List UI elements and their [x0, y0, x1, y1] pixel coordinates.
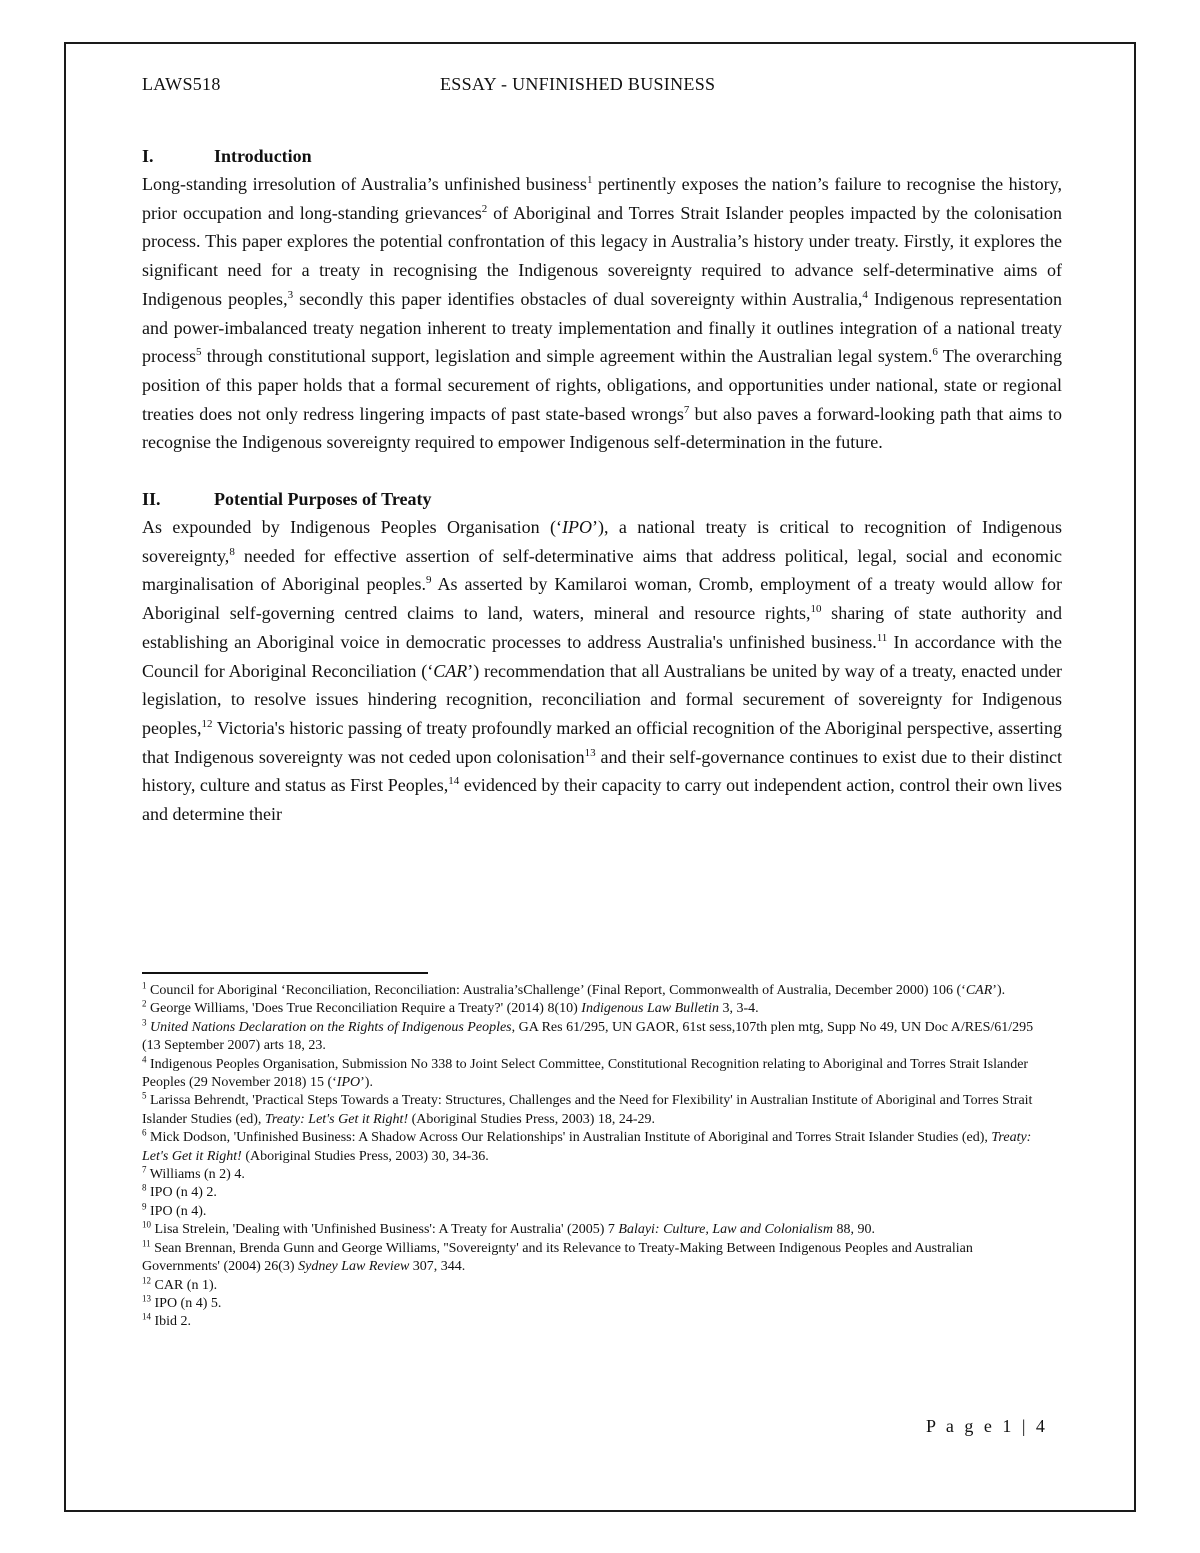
text-run: Council for Aboriginal ‘Reconciliation, Reconciliation: Australia’sChallenge’ (Final Report, Commonwealth of Australia, December 2000) 106 (‘	[146, 983, 966, 998]
text-run: IPO (n 4) 2.	[146, 1185, 217, 1201]
italic-text: Treaty: Let's Get it Right!	[264, 1111, 409, 1127]
text-run: Long-standing irresolution of Australia’s unfinished business	[142, 174, 587, 194]
course-code: LAWS518	[142, 74, 221, 94]
text-run: needed for effective assertion of self-determinative aims that address political, legal, social and economic marginalisation of Aboriginal peoples.	[142, 545, 1062, 595]
footnote-number: 1	[142, 980, 147, 991]
text-run: (Aboriginal Studies Press, 2003) 18, 24-29.	[408, 1111, 656, 1127]
text-run: As expounded by Indigenous Peoples Organisation (‘	[142, 517, 563, 538]
section-number: I.	[142, 146, 154, 166]
italic-text: Balayi: Culture, Law and Colonialism	[618, 1222, 833, 1238]
text-run: Indigenous representation and power-imbalanced treaty negation inherent to treaty implementation and finally it outlines integration of a national treaty process	[142, 288, 1062, 367]
text-run: Williams (n 2) 4.	[146, 1167, 245, 1183]
purposes-paragraph	[142, 513, 1062, 829]
section-title: Introduction	[214, 146, 312, 166]
text-run: In accordance with the Council for Aboriginal Reconciliation (‘	[142, 631, 1062, 681]
italic-text: Indigenous Law Bulletin	[581, 1001, 719, 1017]
footnote-ref: 10	[810, 603, 822, 616]
text-run: Sean Brennan, Brenda Gunn and George Williams, ''Sovereignty' and its Relevance to Treaty-Making Between Indigenous Peoples and Australian Governments' (2004) 26(3)	[142, 1240, 973, 1275]
section-number: II.	[142, 489, 161, 510]
text-run: ’).	[992, 983, 1006, 998]
footnote-ref: 8	[229, 545, 235, 558]
footnote-item	[142, 1313, 1052, 1331]
text-run: Indigenous Peoples Organisation, Submission No 338 to Joint Select Committee, Constitutional Recognition relating to Aboriginal and Torres Strait Islander Peoples (29 November 2018) 15 (‘	[142, 1056, 1029, 1091]
footnote-item	[142, 1184, 1052, 1202]
footnote-ref: 1	[586, 174, 593, 186]
text-run: Mick Dodson, 'Unfinished Business: A Shadow Across Our Relationships' in Australian Institute of Aboriginal and Torres Strait Islander Studies (ed),	[146, 1130, 992, 1146]
footnote-ref: 14	[448, 775, 460, 788]
footnote-number: 6	[142, 1127, 147, 1138]
text-run: Lisa Strelein, 'Dealing with 'Unfinished Business': A Treaty for Australia' (2005) 7	[151, 1222, 619, 1238]
text-run: 307, 344.	[409, 1259, 466, 1275]
section-title: Potential Purposes of Treaty	[214, 489, 432, 510]
text-run: CAR (n 1).	[151, 1277, 218, 1293]
text-run: 88, 90.	[832, 1222, 875, 1238]
section-heading-purposes	[142, 485, 1062, 513]
footnote-ref: 12	[201, 717, 213, 730]
text-run: and their self-governance continues to exist due to their distinct history, culture and status as First Peoples,	[142, 746, 1062, 796]
footnote-ref: 13	[584, 746, 596, 759]
italic-text: United Nations Declaration on the Rights of Indigenous Peoples	[150, 1019, 512, 1035]
text-run: secondly this paper identifies obstacles of dual sovereignty within Australia,	[293, 288, 863, 309]
text-run: pertinently exposes the nation’s failure to recognise the history, prior occupation and long-standing grievances	[142, 174, 1063, 223]
footnote-number: 2	[142, 998, 147, 1009]
document-page	[64, 42, 1136, 1512]
italic-text: IPO	[336, 1075, 361, 1091]
italic-text: IPO	[562, 517, 593, 538]
italic-text: Sydney Law Review	[298, 1259, 410, 1275]
footnote-number: 5	[142, 1090, 147, 1101]
text-run: sharing of state authority and establishing an Aboriginal voice in democratic processes to address Australia's unfinished business.	[142, 603, 1062, 652]
footnote-item	[142, 1053, 1052, 1093]
footnote-item	[142, 982, 1052, 1000]
footnote-ref: 2	[481, 202, 488, 215]
footnote-item	[142, 1000, 1052, 1018]
text-run: Ibid 2.	[151, 1314, 192, 1330]
italic-text: CAR	[433, 660, 468, 681]
introduction-paragraph	[142, 170, 1062, 457]
footnote-number: 3	[142, 1017, 147, 1028]
text-run: ’), a national treaty is critical to recognition of Indigenous sovereignty,	[142, 517, 1062, 566]
footnote-ref: 3	[287, 288, 294, 301]
footnotes	[142, 982, 1052, 1332]
text-run: George Williams, 'Does True Reconciliation Require a Treaty?' (2014) 8(10)	[146, 1001, 582, 1017]
footnote-ref: 7	[683, 403, 690, 416]
footnote-number: 9	[142, 1201, 147, 1212]
text-run: As asserted by Kamilaroi woman, Cromb, employment of a treaty would allow for Aboriginal self-governing centred claims to land, waters, mineral and resource rights,	[142, 574, 1062, 624]
footnote-item	[142, 1129, 1052, 1166]
text-run: of Aboriginal and Torres Strait Islander peoples impacted by the colonisation process. This paper explores the potential confrontation of this legacy in Australia’s history under treaty. Firstly, it explores the significant need for a treaty in recognising the Indigenous sovereignty required to advance self-determinative aims of Indigenous peoples,	[142, 202, 1062, 309]
italic-text: CAR	[965, 983, 993, 998]
footnote-ref: 11	[876, 631, 888, 644]
text-run: ’) recommendation that all Australians be united by way of a treaty, enacted under legislation, to resolve issues hindering recognition, reconciliation and formal securement of sovereignty for Indigenous peoples,	[142, 660, 1062, 738]
footnote-ref: 4	[862, 288, 868, 301]
italic-text: Treaty: Let's Get it Right!	[142, 1130, 1032, 1164]
footnote-item	[142, 1019, 1052, 1056]
footnote-ref: 5	[195, 346, 202, 359]
text-run: through constitutional support, legislation and simple agreement within the Australian legal system.	[201, 346, 933, 367]
footnote-ref: 6	[932, 346, 938, 359]
footnote-item	[142, 1274, 1052, 1295]
page-number: P a g e 1 | 4	[926, 1416, 1048, 1436]
text-run: 3, 3-4.	[718, 1001, 759, 1017]
text-run: Larissa Behrendt, 'Practical Steps Towards a Treaty: Structures, Challenges and the Need for Flexibility' in Australian Institute of Aboriginal and Torres Strait Islander Studies (ed),	[142, 1093, 1033, 1127]
footnote-item	[142, 1092, 1052, 1129]
footnote-number: 14	[142, 1311, 151, 1322]
text-run: (Aboriginal Studies Press, 2003) 30, 34-36.	[241, 1148, 489, 1164]
footnote-item	[142, 1166, 1052, 1184]
footnote-item	[142, 1221, 1052, 1239]
footnote-item	[142, 1240, 1052, 1277]
footnote-number: 10	[142, 1219, 151, 1230]
text-run: IPO (n 4).	[146, 1203, 207, 1219]
footnote-number: 7	[142, 1164, 147, 1175]
footnote-number: 4	[142, 1053, 147, 1064]
footnote-number: 8	[142, 1182, 147, 1193]
document-body	[142, 142, 1062, 829]
text-run: evidenced by their capacity to carry out independent action, control their own lives and determine their	[142, 775, 1062, 825]
text-run: Victoria's historic passing of treaty profoundly marked an official recognition of the Aboriginal perspective, asserting that Indigenous sovereignty was not ceded upon colonisation	[142, 717, 1062, 767]
text-run: IPO (n 4) 5.	[151, 1295, 222, 1311]
section-heading-introduction	[142, 142, 1062, 170]
footnote-divider	[142, 972, 428, 974]
footnote-item	[142, 1295, 1052, 1313]
text-run: ’).	[360, 1075, 373, 1091]
text-run: The overarching position of this paper holds that a formal securement of rights, obligations, and opportunities under national, state or regional treaties does not only redress lingering impacts of past state-based wrongs	[142, 346, 1062, 424]
text-run: but also paves a forward-looking path that aims to recognise the Indigenous sovereignty required to empower Indigenous self-determination in the future.	[142, 403, 1062, 453]
footnote-number: 13	[142, 1293, 151, 1304]
footnote-number: 12	[142, 1274, 151, 1285]
footnote-item	[142, 1203, 1052, 1221]
document-title: ESSAY - UNFINISHED BUSINESS	[440, 74, 716, 94]
footnote-ref: 9	[426, 574, 432, 587]
text-run: , GA Res 61/295, UN GAOR, 61st sess,107th plen mtg, Supp No 49, UN Doc A/RES/61/295 (13 September 2007) arts 18, 23.	[142, 1019, 1034, 1054]
footnote-number: 11	[142, 1238, 151, 1249]
